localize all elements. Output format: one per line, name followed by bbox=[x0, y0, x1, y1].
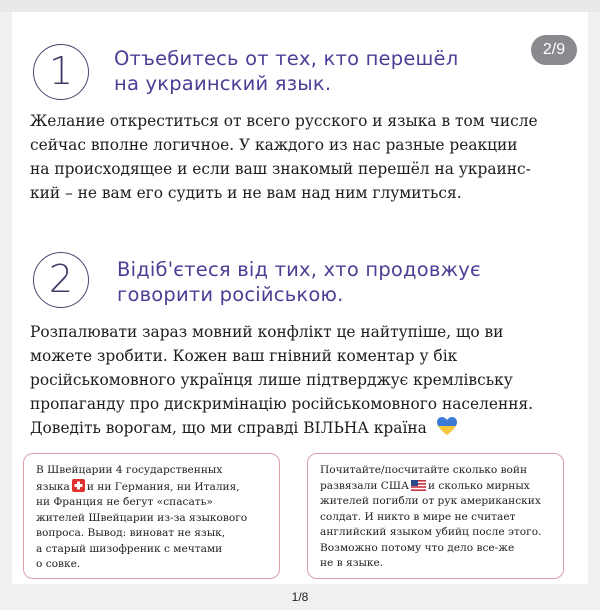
body-line: сейчас вполне логичное. У каждого из нас разные реакции bbox=[30, 136, 518, 154]
note-text: развязали США bbox=[320, 479, 409, 492]
note-line: Почитайте/посчитайте сколько войн bbox=[320, 464, 528, 476]
note-text: и ни Германия, ни Италия, bbox=[86, 480, 240, 493]
note-line: жителей погибли от рук американских bbox=[320, 495, 541, 507]
section-heading-1 bbox=[114, 46, 458, 96]
body-line: російськомовного українця лише підтверджує кремлівську bbox=[30, 371, 513, 389]
body-line: Желание откреститься от всего русского и языка в том числе bbox=[30, 112, 538, 130]
note-line: о совке. bbox=[36, 558, 81, 570]
heading-line: Відіб'єтеся від тих, хто продовжує bbox=[117, 258, 481, 281]
top-divider bbox=[0, 0, 600, 12]
body-line: на происходящее и если ваш знакомый перешёл на украинс- bbox=[30, 160, 531, 178]
section-body-2 bbox=[30, 320, 533, 440]
us-flag-icon bbox=[411, 480, 426, 491]
note-card-usa bbox=[307, 453, 564, 579]
note-line: вопроса. Вывод: виноват не язык, bbox=[36, 527, 226, 539]
heading-line: говорити російською. bbox=[117, 283, 344, 306]
heading-line: Отъебитесь от тех, кто перешёл bbox=[114, 47, 459, 70]
section-heading-2 bbox=[117, 257, 481, 307]
page-indicator: 1/8 bbox=[291, 590, 309, 604]
note-line: а старый шизофреник с мечтами bbox=[36, 542, 223, 555]
heading-line: на украинский язык. bbox=[114, 72, 332, 95]
note-line-with-flag bbox=[320, 479, 551, 495]
section-number-1: 1 bbox=[33, 44, 89, 100]
note-card-swiss bbox=[23, 453, 280, 579]
section-body-1 bbox=[30, 109, 538, 205]
note-line: Возможно потому что дело все-же bbox=[320, 541, 515, 554]
section-number-2: 2 bbox=[33, 252, 89, 308]
note-line: не в языке. bbox=[320, 557, 384, 569]
body-line-with-heart bbox=[30, 416, 533, 440]
slide-counter[interactable]: 2/9 bbox=[531, 35, 577, 65]
note-line: английский языком убийц после этого. bbox=[320, 526, 542, 538]
body-line: кий – не вам его судить и не вам над ним глумиться. bbox=[30, 184, 462, 202]
note-text: и сколько мирных bbox=[428, 479, 530, 492]
body-line: можете зробити. Кожен ваш гнівний коментар у бік bbox=[30, 347, 458, 365]
note-line: жителей Швейцарии из-за языкового bbox=[36, 511, 248, 524]
note-text: языка bbox=[36, 480, 70, 493]
body-line: пропаганду про дискримінацію російськомовного населення. bbox=[30, 395, 534, 413]
note-line: солдат. И никто в мире не считает bbox=[320, 510, 516, 523]
yellow-blue-heart-icon bbox=[436, 416, 458, 436]
swiss-flag-icon bbox=[72, 479, 85, 492]
note-line-with-flag bbox=[36, 479, 267, 496]
note-line: В Швейцарии 4 государственных bbox=[36, 464, 223, 476]
note-line: ни Франция не бегут «спасать» bbox=[36, 496, 213, 508]
body-line: Розпалювати зараз мовний конфлікт це найтупіше, що ви bbox=[30, 323, 504, 341]
body-line: Доведіть ворогам, що ми справді ВІЛЬНА країна bbox=[30, 419, 427, 437]
